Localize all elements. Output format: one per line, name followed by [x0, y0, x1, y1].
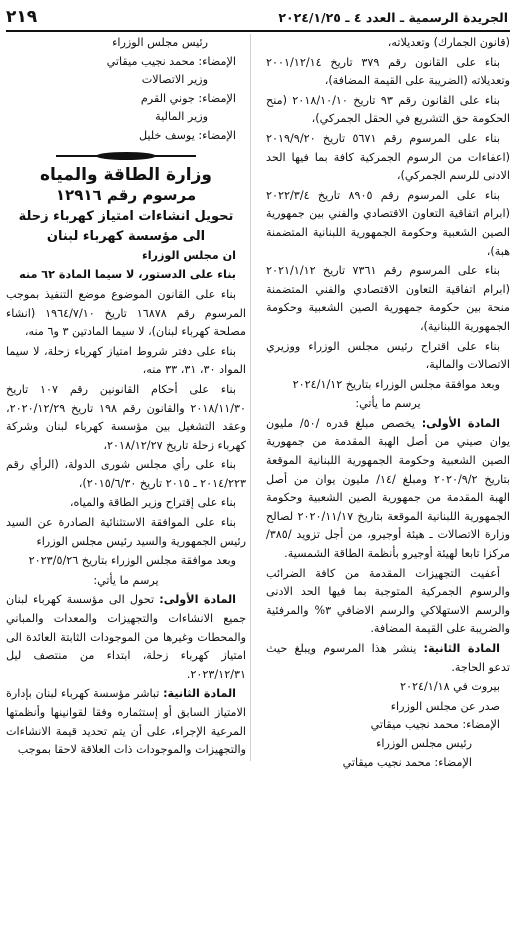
gazette-title: الجريدة الرسمية ـ العدد ٤ ـ ٢٠٢٤/١/٢٥ — [278, 9, 508, 25]
decree-number: مرسوم رقم ١٢٩١٦ — [55, 186, 197, 205]
paragraph-text: الإمضاء: يوسف خليل — [138, 128, 236, 142]
paragraph — [6, 266, 246, 285]
decree-subject: تحويل انشاءات امتياز كهرباء زحلة الى مؤسسة كهرباء لبنان — [18, 208, 234, 244]
paragraph — [266, 640, 510, 677]
paragraph-text: بناء على اقتراح رئيس مجلس الوزراء ووزيري الاتصالات والمالية، — [266, 339, 510, 372]
paragraph-text: بناء على أحكام القانونين رقم ١٠٧ تاريخ ٢٠١٨/١١/٣٠ والقانون رقم ١٩٨ تاريخ ٢٠٢٠/١٢/٢٩، وعقد التشغيل بين مؤسسة كهرباء لبنان وشركة كهرباء زحلة تاريخ ٢٠١٨/١٢/٢٧، — [6, 382, 247, 452]
paragraph — [266, 698, 510, 717]
article-heading: المادة الأولى: — [159, 593, 237, 607]
paragraph-text: يرسم ما يأتي: — [355, 397, 421, 411]
paragraph — [6, 552, 246, 571]
paragraph — [6, 71, 246, 90]
paragraph-text: (قانون الجمارك) وتعديلاته، — [387, 36, 510, 49]
paragraph-text: الإمضاء: محمد نجيب ميقاتي — [106, 54, 236, 68]
paragraph — [6, 572, 246, 591]
paragraph-text: بناء على القانون رقم ٣٧٩ تاريخ ٢٠٠١/١٢/١٤ وتعديلاته (الضريبة على القيمة المضافة)، — [266, 55, 510, 88]
paragraph-text: بناء على المرسوم رقم ٨٩٠٥ تاريخ ٢٠٢٢/٣/٤ (ابرام اتفاقية التعاون الاقتصادي والفني بين جمهورية الصين الشعبية وحكومة الجمهورية اللبنانية المتضمنة هبة)، — [266, 188, 510, 258]
paragraph-text: الإمضاء: جوني القرم — [140, 91, 236, 105]
paragraph-text: يرسم ما يأتي: — [93, 573, 159, 587]
paragraph — [266, 565, 510, 639]
paragraph-text: بيروت في ٢٠٢٤/١/١٨ — [400, 680, 500, 694]
paragraph-text: بناء على الموافقة الاستثنائية الصادرة عن السيد رئيس الجمهورية والسيد رئيس مجلس الوزراء — [6, 516, 246, 548]
paragraph-text: الإمضاء: محمد نجيب ميقاتي — [342, 755, 472, 769]
right-column — [266, 34, 510, 772]
decree-body — [6, 247, 246, 760]
paragraph-text: بناء على المرسوم رقم ٥٦٧١ تاريخ ٢٠١٩/٩/٢٠ (اعفاءات من الرسوم الجمركية كافة بما فيها الحد الادنى للرسم الجمركي)، — [266, 131, 510, 183]
paragraph — [6, 127, 246, 146]
paragraph — [6, 286, 246, 342]
paragraph — [266, 415, 510, 564]
paragraph-text: وزير المالية — [155, 110, 208, 124]
paragraph — [6, 343, 246, 380]
paragraph-text: بناء على رأي مجلس شورى الدولة، (الرأي رقم ٢٠١٤/٢٢٣ ـ ٢٠١٥ تاريخ ٢٠١٥/٦/٣٠)، — [6, 458, 246, 490]
article-heading: المادة الأولى: — [421, 416, 500, 430]
paragraph-text: رئيس مجلس الوزراء — [112, 36, 208, 49]
paragraph — [266, 716, 510, 735]
article-heading: المادة الثانية: — [163, 687, 236, 701]
paragraph — [266, 754, 510, 773]
paragraph — [266, 92, 510, 129]
signatures-block — [6, 34, 246, 146]
paragraph — [266, 130, 510, 186]
paragraph-text: وبعد موافقة مجلس الوزراء بتاريخ ٢٠٢٣/٥/٢٦ — [28, 554, 236, 568]
paragraph-text: بناء على الدستور، لا سيما المادة ٦٢ منه — [19, 268, 236, 282]
paragraph-text: رئيس مجلس الوزراء — [376, 736, 472, 750]
paragraph — [6, 108, 246, 127]
paragraph-text: ينشر هذا المرسوم ويبلغ حيث تدعو الحاجة. — [266, 642, 510, 674]
paragraph — [266, 395, 510, 414]
paragraph — [6, 591, 246, 684]
paragraph-text: بناء على القانون رقم ٩٣ تاريخ ٢٠١٨/١٠/١٠ (منح الحكومة حق التشريع في الحقل الجمركي)، — [266, 93, 510, 126]
paragraph-text: بناء على دفتر شروط امتياز كهرباء زحلة، لا سيما المواد ٣٠، ٣١، ٣٣ منه، — [6, 344, 246, 377]
paragraph — [266, 54, 510, 91]
ministry-title: وزارة الطاقة والمياه — [40, 164, 212, 185]
paragraph — [6, 494, 246, 513]
paragraph — [266, 376, 510, 395]
left-column — [6, 34, 251, 761]
paragraph-text: بناء على إقتراح وزير الطاقة والمياه، — [69, 496, 236, 510]
paragraph-text: الإمضاء: محمد نجيب ميقاتي — [370, 718, 500, 732]
paragraph-text: صدر عن مجلس الوزراء — [390, 699, 500, 713]
paragraph-text: وزير الاتصالات — [141, 73, 208, 87]
paragraph — [6, 456, 246, 493]
paragraph — [266, 678, 510, 697]
paragraph — [266, 34, 510, 53]
section-divider — [56, 152, 196, 160]
paragraph — [6, 685, 246, 759]
paragraph — [6, 53, 246, 72]
paragraph — [266, 187, 510, 261]
paragraph — [6, 34, 246, 53]
paragraph-text: تباشر مؤسسة كهرباء لبنان بإدارة الامتياز السابق أو إستثماره وفقا لقوانينها وأنظمتها المرعية الإجراء، على أن يتم تحديد قيمة الانشاءات والتجهيزات والموجودات ذات العلاقة لاحقا بموجب — [6, 687, 246, 757]
paragraph — [6, 90, 246, 109]
paragraph-text: بناء على القانون الموضوع موضع التنفيذ بموجب المرسوم رقم ١٦٨٧٨ تاريخ ١٩٦٤/٧/١٠ (انشاء مصلحة كهرباء لبنان)، لا سيما المادتين ٣ و٦ منه، — [6, 287, 247, 339]
paragraph-text: يخصص مبلغ قدره /٥٠/ مليون يوان صيني من أصل الهبة المقدمة من جمهورية الصين الشعبية وحكومة الجمهورية اللبنانية الموقعة بتاريخ ٢٠٢٠/٩/٢ ومبلغ /١٤/ مليون يوان من أصل الهبة المقدمة من جمهورية الصين الشعبية وحكومة الجمهورية اللبنانية الموقعة بتاريخ ٢٠٢٠/١١/١٧ لصالح وزارة الاتصالات ـ هيئة أوجيرو، من أجل تزويد /٣٨٥/ مركزا تابعا لهيئة أوجيرو بأنظمة الطاقة الشمسية. — [266, 416, 511, 561]
paragraph — [6, 514, 246, 551]
paragraph — [266, 338, 510, 375]
paragraph — [266, 262, 510, 336]
paragraph — [6, 381, 246, 455]
page-header — [6, 4, 510, 32]
article-heading: المادة الثانية: — [423, 642, 500, 655]
paragraph-text: ان مجلس الوزراء — [141, 248, 236, 262]
paragraph-text: بناء على المرسوم رقم ٧٣٦١ تاريخ ٢٠٢١/١/١٢ (ابرام اتفاقية التعاون الاقتصادي والفني المتضمنة منحة بين حكومة جمهورية الصين الشعبية وحكومة الجمهورية اللبنانية)، — [266, 264, 510, 333]
paragraph — [6, 247, 246, 266]
paragraph-text: وبعد موافقة مجلس الوزراء بتاريخ ٢٠٢٤/١/١٢ — [292, 377, 500, 391]
paragraph-text: أعفيت التجهيزات المقدمة من كافة الضرائب والرسوم الجمركية المتوجبة بما فيها الحد الادنى والرسم الاستهلاكي والرسم الاضافي ٣% والمرفئية والضريبة على القيمة المضافة. — [266, 566, 510, 636]
page-number: ٢١٩ — [6, 7, 38, 27]
paragraph-text: تحول الى مؤسسة كهرباء لبنان جميع الانشاءات والتجهيزات والمعدات والمباني والمحطات وغيرها من الموجودات الثابتة العائدة الى امتياز كهرباء زحلة، ابتداء من منتصف ليل ٢٠٢٣/١٢/٣١. — [6, 593, 246, 681]
paragraph — [266, 735, 510, 754]
